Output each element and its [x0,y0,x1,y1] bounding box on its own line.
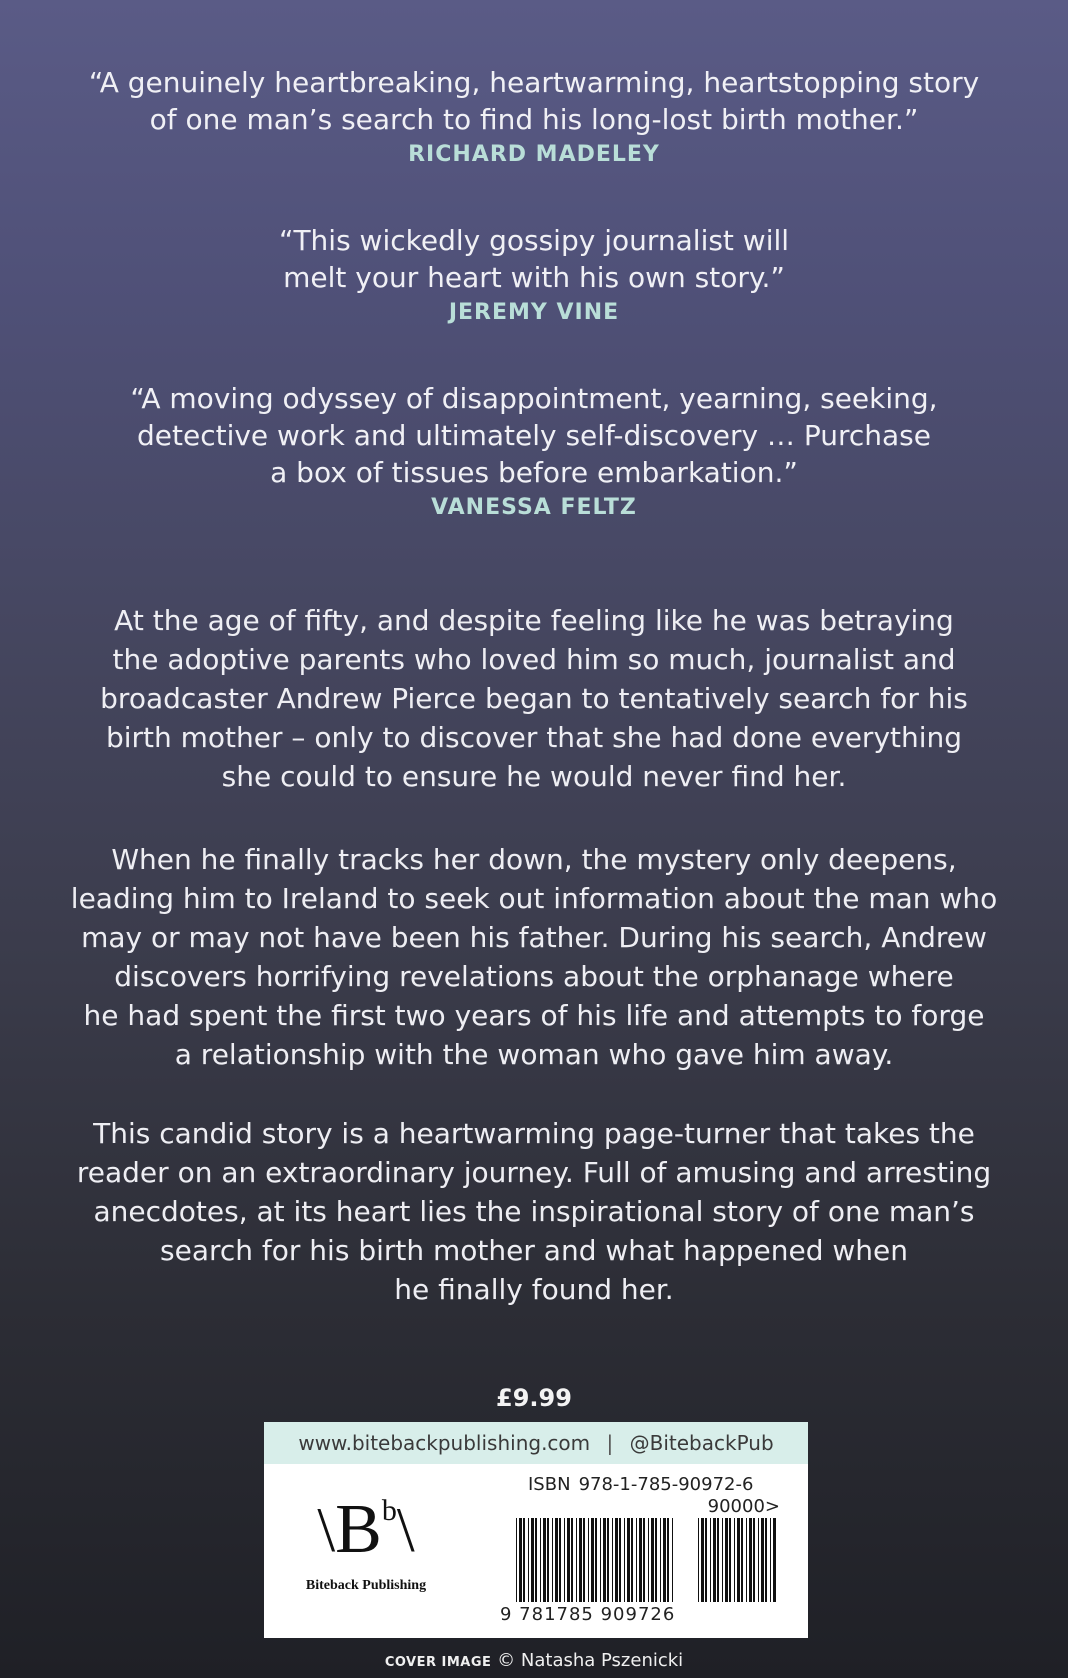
barcode-bar [713,1518,716,1602]
barcode-bar [734,1518,735,1602]
review-text: “A moving odyssey of disappointment, yearning, seeking, detective work and ultimately self-discovery … Purchase a box of tissues before embarkation.” [130,382,938,489]
website-link[interactable]: www.bitebackpublishing.com [298,1431,591,1455]
barcode-main [516,1518,676,1602]
barcode-bar [528,1518,529,1602]
barcode-bar [643,1518,645,1602]
review-text: “A genuinely heartbreaking, heartwarming, heartstopping story of one man’s search to find his long-lost birth mother.” [88,66,980,136]
copyright-symbol: © [497,1650,516,1671]
barcode-bar [698,1518,699,1602]
barcode-bar [516,1518,517,1602]
barcode-bar [583,1518,585,1602]
barcode-bar [749,1518,752,1602]
barcode-bar [705,1518,707,1602]
isbn-line [528,1474,753,1495]
barcode-bar [729,1518,731,1602]
barcode-bar [648,1518,649,1602]
credit-label: COVER IMAGE [384,1655,492,1670]
barcode-bar [588,1518,589,1602]
barcode-bar [595,1518,597,1602]
social-handle[interactable]: @BitebackPub [629,1431,774,1455]
barcode-bar [535,1518,537,1602]
barcode-bar [667,1518,669,1602]
publisher-logo [276,1486,456,1626]
barcode-bar [547,1518,549,1602]
blurb-paragraph: When he finally tracks her down, the mystery only deepens, leading him to Ireland to seek out information about the man who may or may not have been his father. During his search, Andrew discovers horrifying revelations about the orphanage where he had spent the first two years of his life and attempts to forge a relationship with the woman who gave him away. [70,843,998,1071]
barcode-bar [672,1518,673,1602]
barcode-bar [717,1518,719,1602]
publisher-name: Biteback Publishing [305,1578,427,1593]
review-author: VANESSA FELTZ [431,495,637,520]
barcode-bar [663,1518,666,1602]
blurb-paragraph: This candid story is a heartwarming page-turner that takes the reader on an extraordinary journey. Full of amusing and arresting anecdotes, at its heart lies the inspirational story of one man’s search for his birth mother and what happened when he finally found her. [76,1117,992,1306]
barcode-bar [531,1518,534,1602]
barcode-bar [576,1518,577,1602]
barcode-bar [758,1518,759,1602]
barcode-bar [651,1518,654,1602]
barcode-bar [591,1518,594,1602]
barcode-bar [636,1518,637,1602]
review-text: “This wickedly gossipy journalist will melt your heart with his own story.” [278,224,790,294]
barcode-bar [579,1518,582,1602]
review-quote [40,380,1028,520]
price-addon-code: 90000> [707,1496,780,1517]
barcode-bar [753,1518,755,1602]
barcode-bar [543,1518,546,1602]
separator: | [606,1431,614,1455]
barcode-bar [523,1518,525,1602]
barcode-bar [761,1518,764,1602]
barcode-bar [600,1518,601,1602]
blurb-paragraph: At the age of fifty, and despite feeling like he was betraying the adoptive parents who loved him so much, journalist and broadcaster Andrew Pierce began to tentatively search for his birth mother – only to discover that she had done everything she could to ensure he would never find her. [100,604,968,793]
barcode-bar [722,1518,723,1602]
review-quote [40,64,1028,167]
barcode-bar [765,1518,767,1602]
barcode-bar [655,1518,657,1602]
barcode-bar [612,1518,613,1602]
barcode-panel [264,1422,808,1638]
credit-name: Natasha Pszenicki [520,1650,684,1671]
ean-digits: 9 781785 909726 [500,1604,676,1625]
logo-slash-right: \ [396,1494,415,1565]
barcode-bar [519,1518,522,1602]
barcode-bar [773,1518,776,1602]
barcode-bar [631,1518,633,1602]
barcode-bar [615,1518,618,1602]
barcode-bar [660,1518,661,1602]
barcode-bar [639,1518,642,1602]
barcode-bar [540,1518,541,1602]
barcode-bar [710,1518,711,1602]
publisher-links [264,1422,808,1464]
barcode-bar [603,1518,606,1602]
barcode-bar [555,1518,558,1602]
barcode-bar [741,1518,743,1602]
barcode-bar [619,1518,621,1602]
review-author: RICHARD MADELEY [408,142,660,167]
logo-letter-big: B [335,1491,382,1568]
barcode-bar [746,1518,747,1602]
barcode-bar [552,1518,553,1602]
logo-letter-small: b [381,1494,397,1527]
barcode-bar [624,1518,625,1602]
isbn-label: ISBN [528,1474,571,1495]
barcode-bar [564,1518,565,1602]
barcode-bar [737,1518,740,1602]
review-quote [40,222,1028,325]
barcode-bar [627,1518,630,1602]
logo-mark [276,1486,456,1576]
barcode-bar [607,1518,609,1602]
barcode-bar [770,1518,771,1602]
cover-credit [0,1650,1068,1671]
barcode-bar [725,1518,728,1602]
logo-slash-left: \ [317,1494,336,1565]
barcode-bar [701,1518,704,1602]
barcode-bar [559,1518,561,1602]
barcode-bar [567,1518,570,1602]
isbn-number: 978-1-785-90972-6 [578,1474,754,1495]
barcode-addon [698,1518,778,1602]
barcode-bar [571,1518,573,1602]
review-author: JEREMY VINE [448,300,620,325]
price: £9.99 [496,1384,572,1412]
